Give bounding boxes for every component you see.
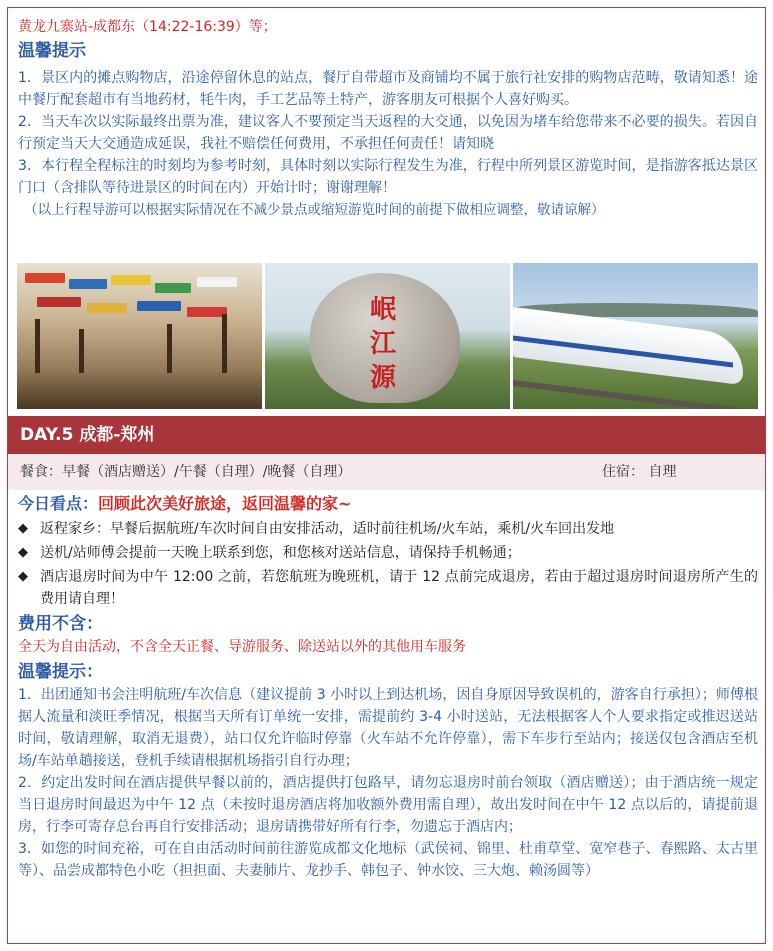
highlight-line [18,492,758,516]
highlight-label: 今日看点： [18,494,99,513]
itinerary-page [7,7,766,944]
stone-char: 江 [370,329,397,359]
stone-char: 源 [370,363,397,393]
list-item-text: 送机/站师傅会提前一天晚上联系到您，和您核对送站信息，请保持手机畅通； [40,545,521,561]
list-item [18,518,758,540]
train-route-line: 黄龙九寨站-成都东（14:22-16:39）等； [18,19,277,35]
tip-item: 1．出团通知书会注明航班/车次信息（建议提前 3 小时以上到达机场，因自身原因导致误机的，游客自行承担）；师傅根据人流量和淡旺季情况，根据当天所有订单统一安排，需提前约 3-4 小时送站，无法根据客人个人要求指定或推迟送站时间，敬请理解，取消无退费），站口仅允许临时停靠（火车站不允许停靠），需下车步行至站内；接送仅包含酒店至机场/车站单趟接送，登机手续请根据机场指引自行办理； [18,687,758,769]
minjiang-source-stone-photo [265,263,510,409]
day-title: DAY.5 成都-郑州 [20,425,155,445]
tip-item: 3．本行程全程标注的时刻均为参考时刻，具体时刻以实际行程发生为准，行程中所列景区游览时间，是指游客抵达景区门口（含排队等待进景区的时间在内）开始计时；谢谢理解！ [18,158,758,196]
diamond-bullet-icon: ◆ [18,521,28,536]
exclude-text: 全天为自由活动，不含全天正餐、导游服务、除送站以外的其他用车服务 [18,639,466,655]
list-item [18,566,758,610]
photo-strip [17,263,758,409]
diamond-bullet-icon: ◆ [18,545,28,560]
lodging-info: 住宿： 自理 [602,464,677,480]
highlight-text: 回顾此次美好旅途，返回温馨的家~ [98,494,352,513]
stone-char: 岷 [370,295,397,325]
adjustment-note: （以上行程导游可以根据实际情况在不减少景点或缩短游览时间的前提下做相应调整，敬请谅解） [24,202,605,218]
exclude-title: 费用不含： [18,614,103,634]
list-item [18,542,758,564]
meals-lodging-bar [8,454,765,490]
tips-title: 温馨提示 [18,41,86,61]
high-speed-train-photo [513,263,758,409]
tips-section-1 [18,39,758,221]
list-item-text: 酒店退房时间为中午 12:00 之前，若您航班为晚班机，请于 12 点前完成退房，若由于超过退房时间退房所产生的费用请自理！ [40,569,758,607]
diamond-bullet-icon: ◆ [18,569,28,584]
tip-item: 3．如您的时间充裕，可在自由活动时间前往游览成都文化地标（武侯祠、锦里、杜甫草堂、宽窄巷子、春熙路、太古里等）、品尝成都特色小吃（担担面、夫妻肺片、龙抄手、韩包子、钟水饺、三大炮、赖汤圆等） [18,841,758,879]
tips-title-2: 温馨提示： [18,662,103,682]
day-header [8,416,765,490]
tip-item: 1．景区内的摊点购物店，沿途停留休息的站点，餐厅自带超市及商铺均不属于旅行社安排的购物店范畴，敬请知悉！途中餐厅配套超市有当地药材，牦牛肉，手工艺品等土特产，游客朋友可根据个人喜好购买。 [18,70,758,108]
meals-info: 餐食：早餐（酒店赠送）/午餐（自理）/晚餐（自理） [20,464,352,480]
day-details [18,492,758,882]
tip-item: 2．当天车次以实际最终出票为准，建议客人不要预定当天返程的大交通，以免因为堵车给您带来不必要的损失。若因自行预定当天大交通造成延误，我社不赔偿任何费用，不承担任何责任！请知晓 [18,114,758,152]
list-item-text: 返程家乡：早餐后据航班/车次时间自由安排活动，适时前往机场/火车站，乘机/火车回出发地 [40,521,615,537]
market-photo [17,263,262,409]
tip-item: 2．约定出发时间在酒店提供早餐以前的，酒店提供打包路早，请勿忘退房时前台领取（酒店赠送）；由于酒店统一规定当日退房时间最迟为中午 12 点（未按时退房酒店将加收额外费用需自理），故出发时间在中午 12 点以后的，请提前退房，行李可寄存总台再自行安排活动；退房请携带好所有行李，勿遗忘于酒店内； [18,775,758,835]
